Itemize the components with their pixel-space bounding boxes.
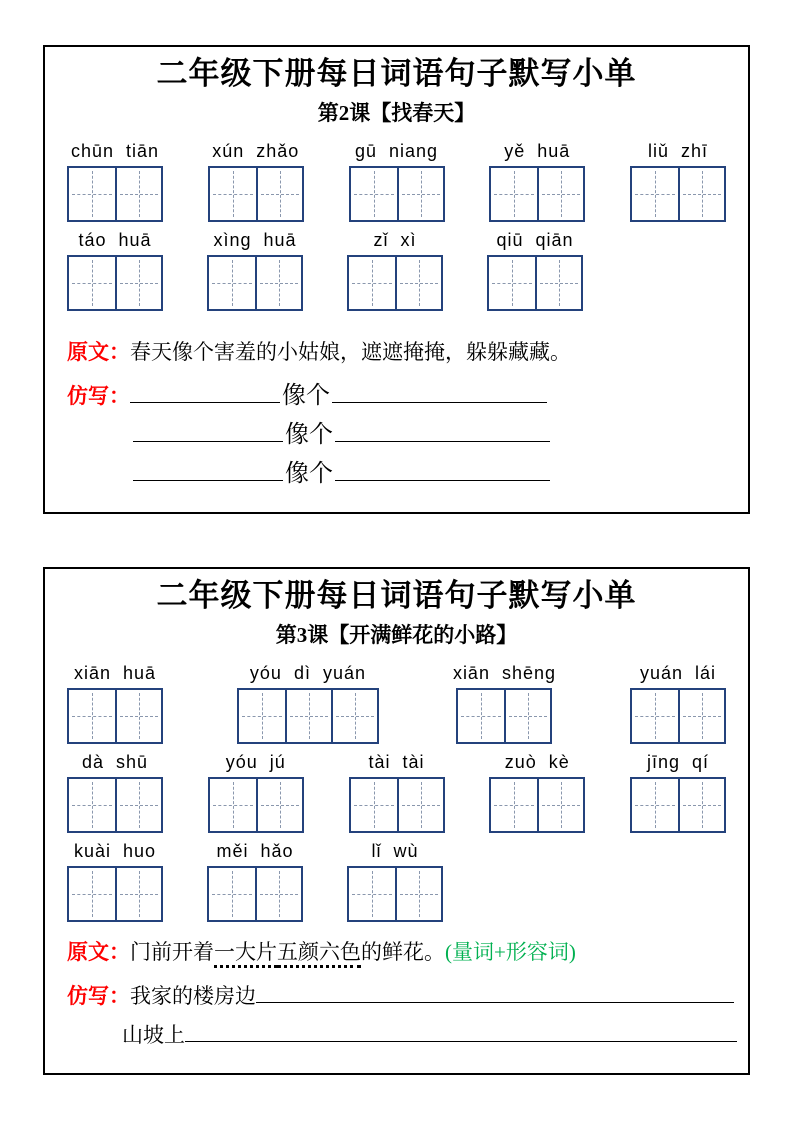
- original-label: 原文：: [67, 940, 130, 964]
- grid-cell: [210, 168, 256, 220]
- word-group: [630, 662, 726, 744]
- writing-grid: [489, 166, 585, 222]
- fill-in-blank: [130, 383, 280, 403]
- pinyin-label: yóu jú: [225, 752, 286, 772]
- word-row: [67, 751, 726, 833]
- original-text-segment: 五颜六色: [277, 940, 361, 968]
- grid-cell: [209, 868, 255, 920]
- fill-in-blank: [335, 461, 550, 481]
- pinyin-label: lǐ wù: [371, 841, 419, 861]
- pinyin-label: liǔ zhī: [647, 140, 709, 161]
- pinyin-label: kuài huo: [73, 841, 157, 861]
- grid-cell: [489, 257, 535, 309]
- grid-cell: [458, 690, 504, 742]
- grid-cell: [395, 257, 441, 309]
- pinyin-label: xiān huā: [73, 663, 157, 683]
- imitation-line-1: [67, 377, 726, 416]
- original-text-segment: 一大片: [214, 940, 277, 968]
- original-text-segment: 的鲜花。: [361, 940, 445, 964]
- pinyin-label: tài tài: [368, 752, 425, 772]
- pinyin-label: zǐ xì: [373, 229, 417, 250]
- imitation-label: 仿写：: [67, 383, 130, 408]
- writing-grid: [347, 255, 443, 311]
- writing-grid: [67, 866, 163, 922]
- word-group: [67, 229, 163, 311]
- pinyin-label: zuò kè: [504, 752, 570, 772]
- grid-cell: [285, 690, 331, 742]
- connector-text: 像个: [285, 460, 333, 487]
- word-group: [487, 229, 583, 311]
- word-group: [349, 751, 445, 833]
- imitation-line-2: [133, 416, 726, 455]
- grid-cell: [69, 690, 115, 742]
- word-group: [237, 662, 379, 744]
- grid-cell: [537, 779, 583, 831]
- word-group: [630, 751, 726, 833]
- grid-cell: [210, 779, 256, 831]
- grid-cell: [351, 168, 397, 220]
- writing-grid: [67, 777, 163, 833]
- connector-text: 像个: [282, 382, 330, 409]
- imitation-label: 仿写：: [67, 984, 130, 1008]
- pinyin-label: dà shū: [81, 752, 149, 772]
- word-group: [347, 840, 443, 922]
- word-group: [208, 140, 304, 222]
- lesson-2-word-area: [67, 140, 726, 311]
- grid-cell: [395, 868, 441, 920]
- writing-grid: [67, 688, 163, 744]
- imitation-line-1: [67, 977, 726, 1016]
- word-group: [67, 840, 163, 922]
- grid-cell: [678, 168, 724, 220]
- writing-grid: [208, 777, 304, 833]
- grid-cell: [115, 690, 161, 742]
- original-text-segments: [130, 940, 576, 968]
- pinyin-label: jīng qí: [646, 752, 710, 772]
- connector-text: 像个: [285, 421, 333, 448]
- lesson-3-subtitle: 第3课【开满鲜花的小路】: [275, 623, 518, 647]
- word-row: [67, 662, 726, 744]
- imitation-line-3: [133, 455, 726, 494]
- grid-cell: [397, 168, 443, 220]
- pinyin-label: xún zhǎo: [212, 140, 300, 161]
- word-group: [489, 140, 585, 222]
- grid-cell: [537, 168, 583, 220]
- grid-cell: [69, 257, 115, 309]
- grid-cell: [349, 257, 395, 309]
- grid-cell: [632, 779, 678, 831]
- grid-cell: [397, 779, 443, 831]
- original-label: 原文：: [67, 339, 130, 364]
- writing-grid: [487, 255, 583, 311]
- writing-grid: [207, 866, 303, 922]
- writing-grid: [489, 777, 585, 833]
- grid-cell: [115, 257, 161, 309]
- writing-grid: [349, 777, 445, 833]
- word-group: [67, 140, 163, 222]
- imitation-prefix: 我家的楼房边: [130, 984, 256, 1008]
- pinyin-label: xìng huā: [213, 229, 297, 250]
- writing-grid: [237, 688, 379, 744]
- word-group: [207, 229, 303, 311]
- writing-grid: [349, 166, 445, 222]
- pinyin-label: yuán lái: [639, 663, 716, 683]
- grid-cell: [256, 168, 302, 220]
- writing-grid: [67, 255, 163, 311]
- fill-in-blank: [185, 1022, 737, 1042]
- lesson-2-original-line: [67, 337, 726, 367]
- lesson-3-card: [43, 567, 750, 1075]
- word-group: [453, 662, 556, 744]
- word-group: [489, 751, 585, 833]
- lesson-2-imitation-section: [67, 377, 726, 494]
- pinyin-label: xiān shēng: [452, 663, 557, 683]
- writing-grid: [207, 255, 303, 311]
- writing-grid: [456, 688, 552, 744]
- writing-grid: [67, 166, 163, 222]
- word-group: [67, 662, 163, 744]
- grid-cell: [115, 168, 161, 220]
- word-row: [67, 140, 726, 222]
- word-group: [349, 140, 445, 222]
- worksheet-title: 二年级下册每日词语句子默写小单: [156, 56, 637, 91]
- word-group: [347, 229, 443, 311]
- word-group: [630, 140, 726, 222]
- grammar-note: (量词+形容词): [445, 940, 576, 964]
- grid-cell: [632, 168, 678, 220]
- word-group: [208, 751, 304, 833]
- grid-cell: [491, 168, 537, 220]
- lesson-2-card: [43, 45, 750, 514]
- word-group: [67, 751, 163, 833]
- grid-cell: [632, 690, 678, 742]
- pinyin-label: yóu dì yuán: [249, 663, 366, 683]
- grid-cell: [504, 690, 550, 742]
- imitation-line-2: [122, 1016, 726, 1055]
- original-text-segment: 门前开着: [130, 940, 214, 964]
- fill-in-blank: [335, 422, 550, 442]
- grid-cell: [535, 257, 581, 309]
- word-group: [207, 840, 303, 922]
- grid-cell: [331, 690, 377, 742]
- grid-cell: [349, 868, 395, 920]
- grid-cell: [255, 868, 301, 920]
- grid-cell: [69, 868, 115, 920]
- grid-cell: [491, 779, 537, 831]
- writing-grid: [630, 777, 726, 833]
- fill-in-blank: [133, 461, 283, 481]
- pinyin-label: táo huā: [78, 229, 152, 250]
- grid-cell: [209, 257, 255, 309]
- grid-cell: [351, 779, 397, 831]
- original-text: 春天像个害羞的小姑娘，遮遮掩掩，躲躲藏藏。: [130, 339, 571, 364]
- pinyin-label: chūn tiān: [70, 140, 160, 161]
- lesson-2-subtitle: 第2课【找春天】: [317, 100, 476, 125]
- grid-cell: [69, 779, 115, 831]
- word-row: [67, 840, 726, 922]
- pinyin-label: gū niang: [354, 140, 439, 161]
- grid-cell: [256, 779, 302, 831]
- grid-cell: [678, 690, 724, 742]
- lesson-3-imitation-section: [67, 977, 726, 1055]
- word-row: [67, 229, 726, 311]
- worksheet-title: 二年级下册每日词语句子默写小单: [156, 578, 637, 614]
- grid-cell: [678, 779, 724, 831]
- lesson-3-original-line: [67, 937, 726, 967]
- pinyin-label: yě huā: [504, 140, 571, 161]
- pinyin-label: qiū qiān: [496, 229, 574, 250]
- fill-in-blank: [332, 383, 547, 403]
- writing-grid: [208, 166, 304, 222]
- imitation-prefix: 山坡上: [122, 1023, 185, 1047]
- lesson-3-word-area: [67, 662, 726, 922]
- fill-in-blank: [256, 983, 734, 1003]
- pinyin-label: měi hǎo: [216, 841, 294, 861]
- grid-cell: [115, 868, 161, 920]
- writing-grid: [630, 688, 726, 744]
- grid-cell: [255, 257, 301, 309]
- grid-cell: [69, 168, 115, 220]
- grid-cell: [239, 690, 285, 742]
- fill-in-blank: [133, 422, 283, 442]
- writing-grid: [347, 866, 443, 922]
- writing-grid: [630, 166, 726, 222]
- grid-cell: [115, 779, 161, 831]
